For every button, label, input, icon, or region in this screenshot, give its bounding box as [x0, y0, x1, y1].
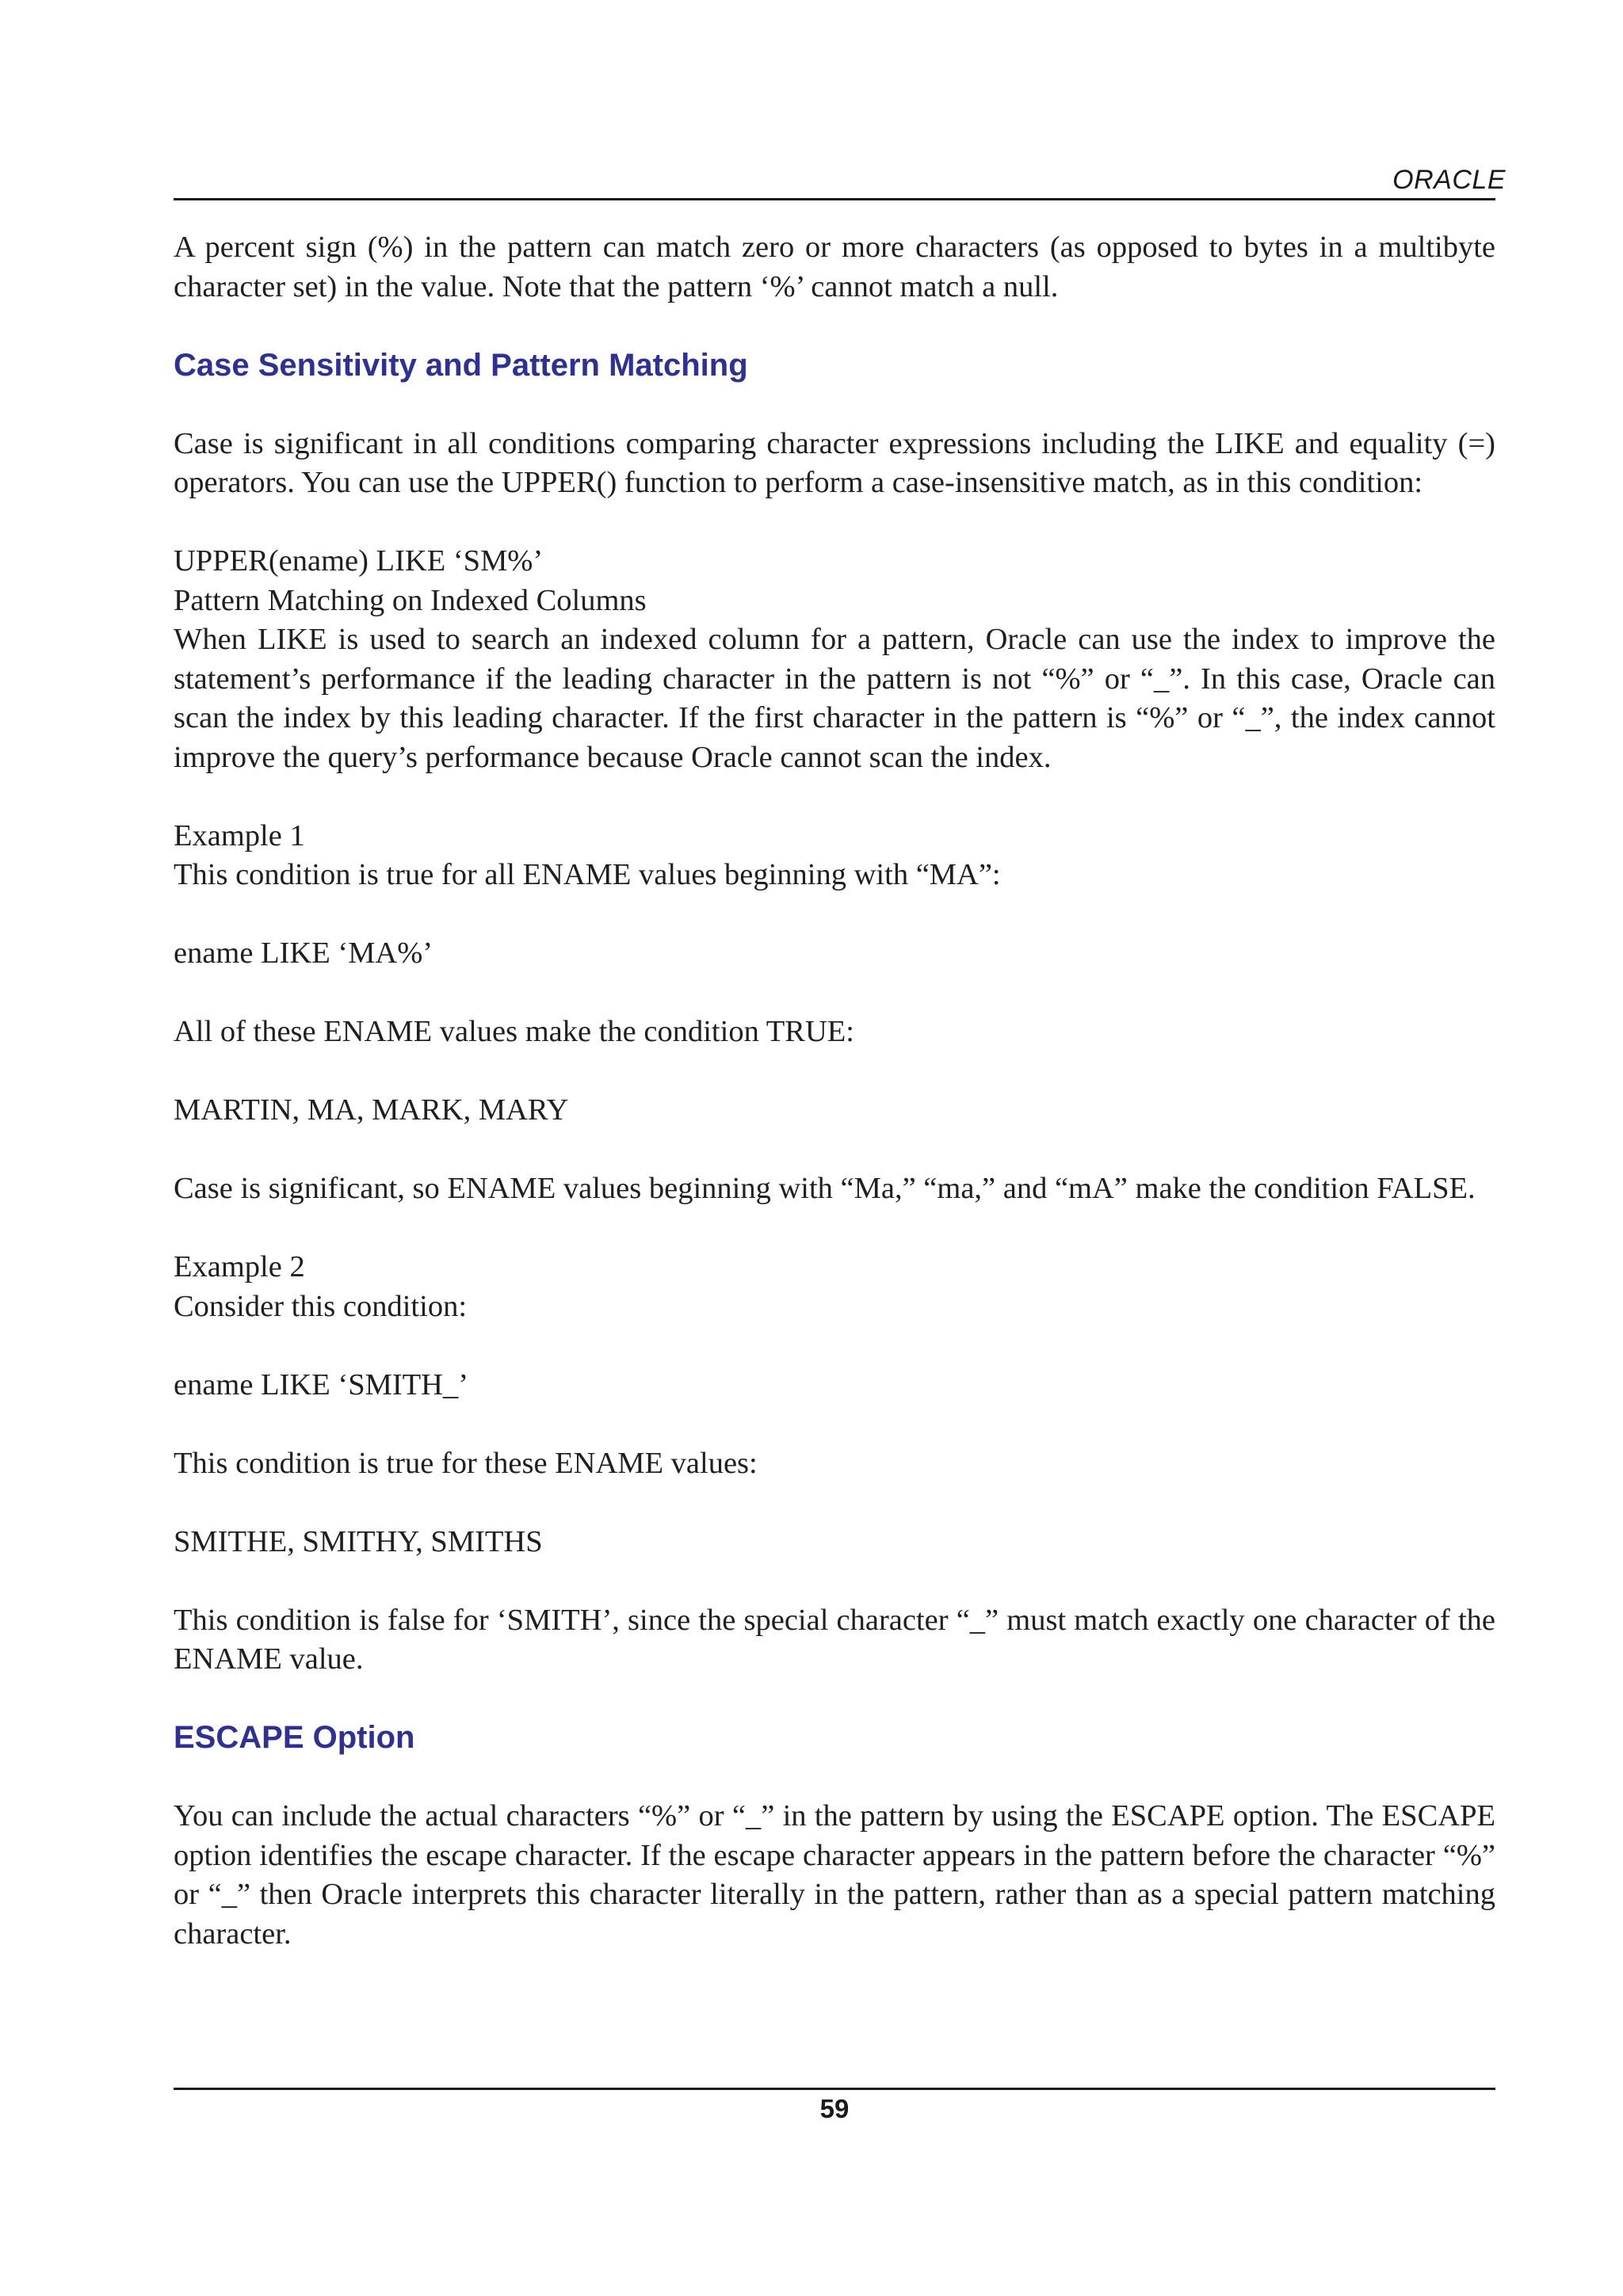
section-heading-escape-option: ESCAPE Option — [174, 1720, 415, 1755]
example-2-title: Example 2 — [174, 1250, 305, 1283]
example-1-description: This condition is true for all ENAME values beginning with “MA”: — [174, 858, 1001, 891]
example-2-description: Consider this condition: — [174, 1289, 468, 1323]
running-header: ORACLE — [1392, 165, 1506, 195]
header-rule — [174, 198, 1495, 200]
example-1-title: Example 1 — [174, 818, 305, 852]
code-ename-like-ma: ename LIKE ‘MA%’ — [174, 936, 433, 970]
page-body — [174, 228, 1495, 1954]
paragraph-escape-option: You can include the actual characters “%” or “_” in the pattern by using the ESCAPE option. The ESCAPE option identifies the escape character. If the escape character appears in the pattern before the character “%” or “_” then Oracle interprets this character literally in the pattern, rather than as a special pattern matching character. — [174, 1799, 1495, 1951]
paragraph-true-values: This condition is true for these ENAME values: — [174, 1446, 758, 1480]
value-list-martin: MARTIN, MA, MARK, MARY — [174, 1093, 569, 1127]
code-ename-like-smith: ename LIKE ‘SMITH_’ — [174, 1367, 469, 1402]
paragraph-case-significant: Case is significant in all conditions comparing character expressions including the LIKE and equality (=) operators. You can use the UPPER() function to perform a case-insensitive match, as in this condition: — [174, 426, 1495, 499]
code-upper-ename: UPPER(ename) LIKE ‘SM%’ — [174, 544, 544, 578]
page-number: 59 — [819, 2094, 850, 2123]
section-heading-case-sensitivity: Case Sensitivity and Pattern Matching — [174, 347, 748, 383]
value-list-smithe: SMITHE, SMITHY, SMITHS — [174, 1524, 543, 1558]
line-indexed-columns: Pattern Matching on Indexed Columns — [174, 583, 647, 617]
paragraph-like-indexed: When LIKE is used to search an indexed column for a pattern, Oracle can use the index to improve the statement’s performance if the leading character in the pattern is not “%” or “_”. In this case, Oracle can scan the index by this leading character. If the first character in the pattern is “%” or “_”, the index cannot improve the query’s performance because Oracle cannot scan the index. — [174, 623, 1495, 774]
paragraph-false-smith: This condition is false for ‘SMITH’, since the special character “_” must match exactly one character of the ENAME value. — [174, 1603, 1495, 1676]
paragraph-percent-sign: A percent sign (%) in the pattern can match zero or more characters (as opposed to bytes in a multibyte character set) in the value. Note that the pattern ‘%’ cannot match a null. — [174, 231, 1495, 303]
paragraph-all-values-true: All of these ENAME values make the condition TRUE: — [174, 1015, 854, 1048]
paragraph-case-false: Case is significant, so ENAME values beginning with “Ma,” “ma,” and “mA” make the condition FALSE. — [174, 1172, 1476, 1205]
footer-rule — [174, 2088, 1495, 2090]
